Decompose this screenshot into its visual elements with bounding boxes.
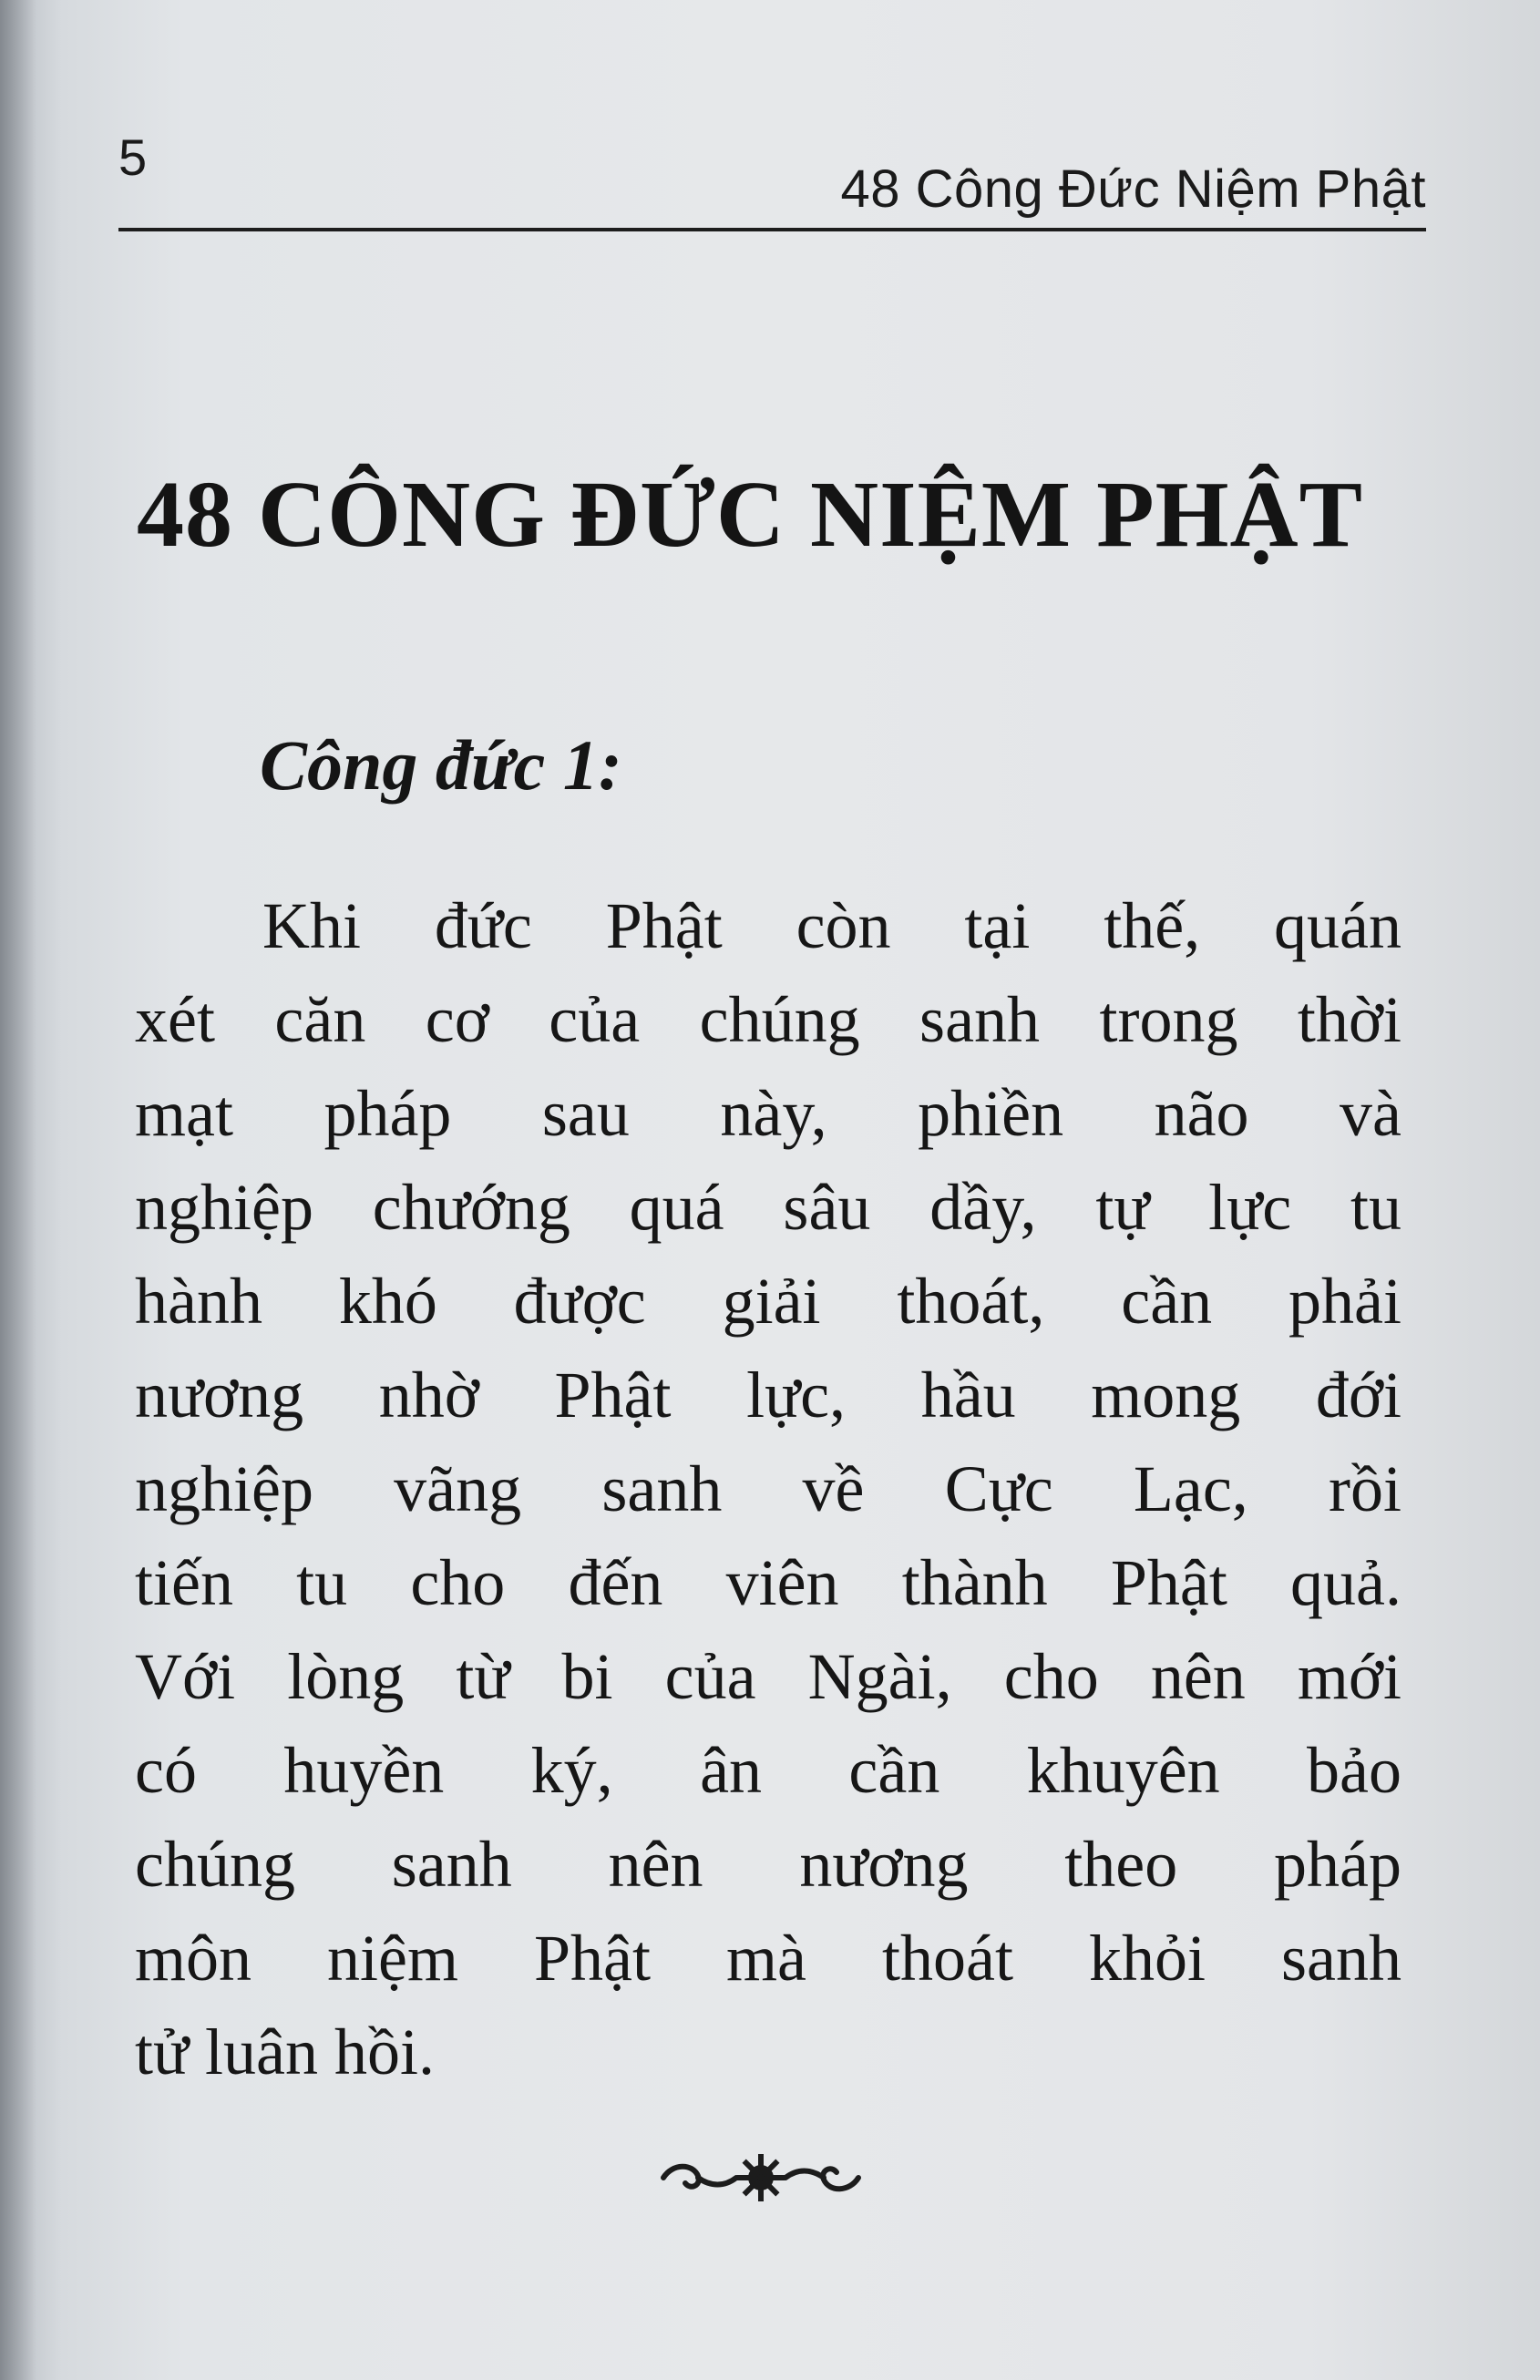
page-header (118, 128, 1426, 228)
text-line: nương nhờ Phật lực, hầu mong đới (135, 1359, 1401, 1431)
text-line: nghiệp vãng sanh về Cực Lạc, rồi (135, 1452, 1401, 1525)
spine-shadow (0, 0, 36, 2380)
text-line: Với lòng từ bi của Ngài, cho nên mới (135, 1640, 1401, 1713)
dharma-wheel-flourish-icon (656, 2150, 866, 2205)
text-line: môn niệm Phật mà thoát khỏi sanh (135, 1922, 1401, 1995)
body-paragraph (135, 879, 1401, 2099)
text-line: hành khó được giải thoát, cần phải (135, 1265, 1401, 1338)
text-line: tử luân hồi. (135, 2016, 435, 2088)
page-number: 5 (118, 128, 148, 186)
text-line: Khi đức Phật còn tại thế, quán (262, 889, 1401, 962)
text-line: mạt pháp sau này, phiền não và (135, 1077, 1401, 1150)
text-line: tiến tu cho đến viên thành Phật quả. (135, 1546, 1401, 1619)
text-line: xét căn cơ của chúng sanh trong thời (135, 983, 1401, 1056)
text-line: nghiệp chướng quá sâu dầy, tự lực tu (135, 1171, 1401, 1244)
chapter-title: 48 CÔNG ĐỨC NIỆM PHẬT (137, 462, 1363, 567)
text-line: có huyền ký, ân cần khuyên bảo (135, 1734, 1401, 1807)
section-heading: Công đức 1: (260, 725, 622, 805)
header-divider (118, 228, 1426, 231)
running-title: 48 Công Đức Niệm Phật (840, 159, 1426, 219)
text-line: chúng sanh nên nương theo pháp (135, 1828, 1401, 1901)
